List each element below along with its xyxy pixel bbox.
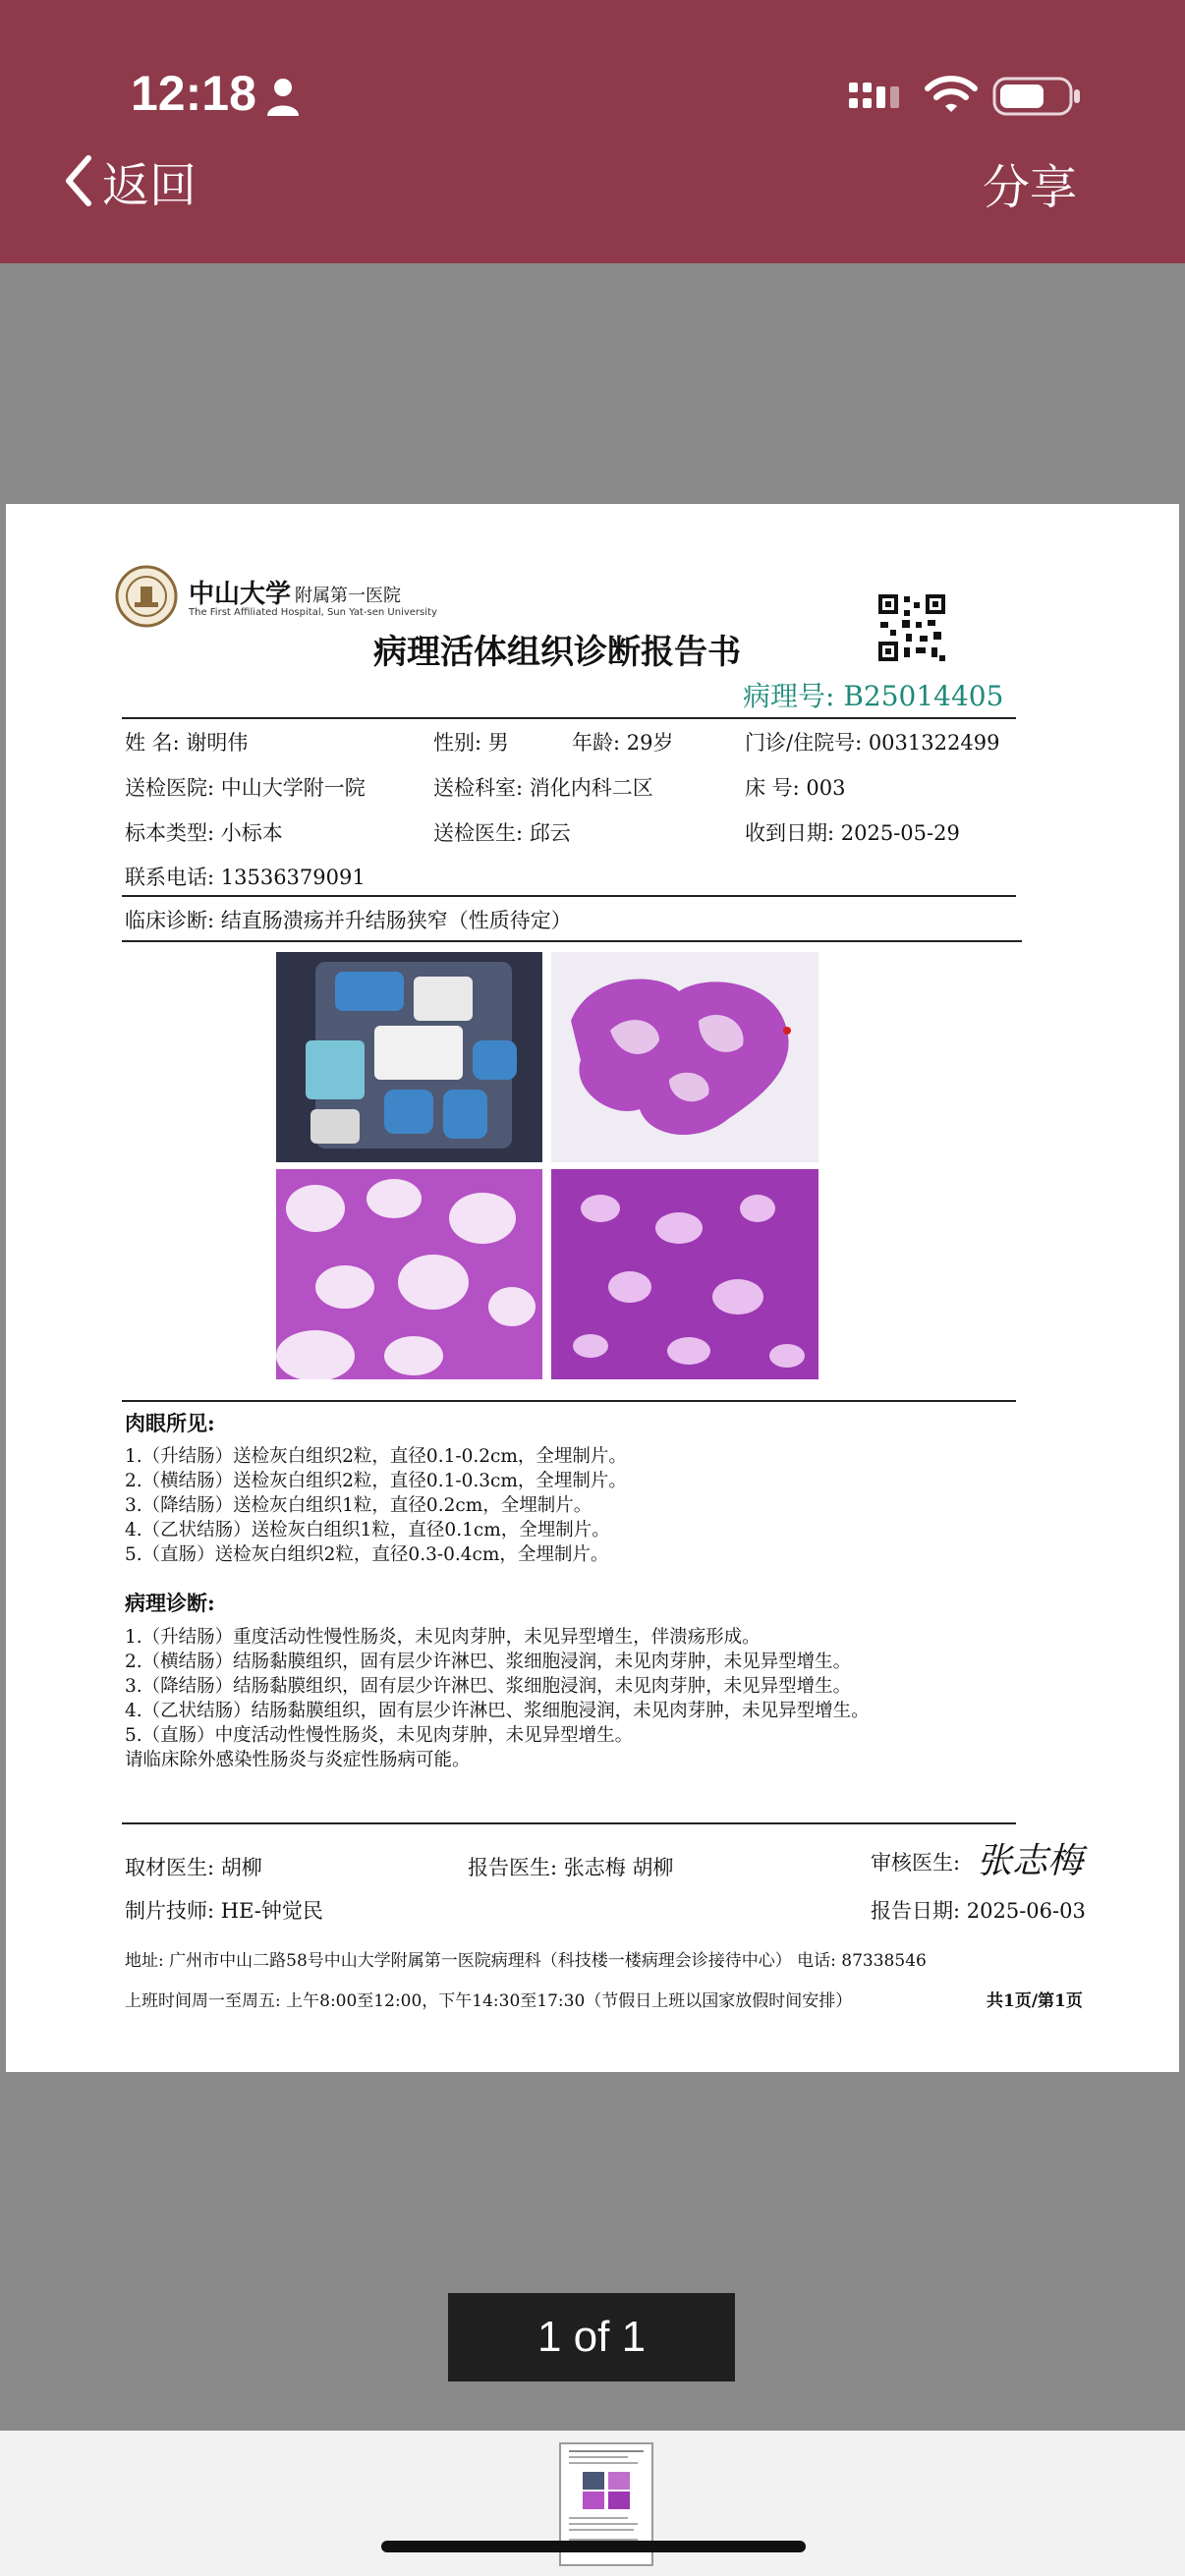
contact-phone: 联系电话: 13536379091 <box>125 866 366 889</box>
divider <box>122 1822 1016 1824</box>
diagnosis-item: 4.（乙状结肠）结肠黏膜组织，固有层少许淋巴、浆细胞浸润，未见肉芽肿，未见异型增生。 <box>125 1701 870 1721</box>
diagnosis-title: 病理诊断: <box>125 1591 215 1615</box>
university-logo-icon <box>115 565 178 628</box>
divider <box>122 1400 1016 1402</box>
status-time: 12:18 <box>131 66 256 121</box>
gross-title: 肉眼所见: <box>125 1411 215 1435</box>
battery-icon <box>992 75 1083 118</box>
back-label: 返回 <box>102 157 198 213</box>
page-indicator: 1 of 1 <box>448 2293 735 2381</box>
review-doctor: 审核医生: <box>871 1851 961 1875</box>
specimen-type: 标本类型: 小标本 <box>125 821 283 845</box>
top-bar <box>0 0 1185 263</box>
qr-code-icon <box>876 592 947 663</box>
gross-item: 3.（降结肠）送检灰白组织1粒，直径0.2cm，全埋制片。 <box>125 1495 592 1516</box>
gross-item: 2.（横结肠）送检灰白组织2粒，直径0.1-0.3cm，全埋制片。 <box>125 1471 627 1491</box>
person-icon <box>265 77 301 116</box>
diagnosis-item: 1.（升结肠）重度活动性慢性肠炎，未见肉芽肿，未见异型增生，伴溃疡形成。 <box>125 1627 761 1648</box>
report-date: 报告日期: 2025-06-03 <box>871 1899 1086 1923</box>
report-title: 病理活体组织诊断报告书 <box>373 633 741 672</box>
diagnosis-item: 2.（横结肠）结肠黏膜组织，固有层少许淋巴、浆细胞浸润，未见肉芽肿，未见异型增生。 <box>125 1652 852 1672</box>
pathology-number: 病理号: B25014405 <box>743 680 1004 712</box>
send-department: 送检科室: 消化内科二区 <box>433 776 653 800</box>
address: 地址: 广州市中山二路58号中山大学附属第一医院病理科（科技楼一楼病理会诊接待中心） 电话: 87338546 <box>125 1951 927 1971</box>
divider <box>122 717 1016 719</box>
slide-technician: 制片技师: HE-钟觉民 <box>125 1899 323 1923</box>
patient-sex: 性别: 男 <box>433 731 509 755</box>
office-hours: 上班时间周一至周五: 上午8:00至12:00，下午14:30至17:30（节假日上班以国家放假时间安排） <box>125 1991 853 2011</box>
share-button[interactable]: 分享 <box>982 160 1077 215</box>
hospital-subtitle: 附属第一医院 <box>295 586 401 606</box>
specimen-photo <box>276 952 542 1162</box>
patient-age: 年龄: 29岁 <box>572 731 674 755</box>
back-button[interactable] <box>61 149 197 212</box>
gross-item: 4.（乙状结肠）送检灰白组织1粒，直径0.1cm，全埋制片。 <box>125 1520 610 1540</box>
histology-photo <box>551 1169 818 1379</box>
sampling-doctor: 取材医生: 胡柳 <box>125 1856 262 1879</box>
report-doctor: 报告医生: 张志梅 胡柳 <box>468 1856 674 1879</box>
bed-number: 床 号: 003 <box>745 776 846 800</box>
gross-item: 1.（升结肠）送检灰白组织2粒，直径0.1-0.2cm，全埋制片。 <box>125 1446 627 1467</box>
hospital-english-name: The First Affiliated Hospital, Sun Yat-sen University <box>189 607 437 618</box>
histology-photo <box>276 1169 542 1379</box>
patient-name: 姓 名: 谢明伟 <box>125 731 249 755</box>
inpatient-number: 门诊/住院号: 0031322499 <box>745 731 1000 755</box>
diagnosis-item: 3.（降结肠）结肠黏膜组织，固有层少许淋巴、浆细胞浸润，未见肉芽肿，未见异型增生。 <box>125 1676 852 1697</box>
review-signature: 张志梅 <box>977 1841 1084 1881</box>
histology-photo <box>551 952 818 1162</box>
clinical-diagnosis: 临床诊断: 结直肠溃疡并升结肠狭窄（性质待定） <box>125 909 572 932</box>
received-date: 收到日期: 2025-05-29 <box>745 821 960 845</box>
send-doctor: 送检医生: 邱云 <box>433 821 571 845</box>
cellular-signal-icon <box>849 77 904 116</box>
diagnosis-item: 5.（直肠）中度活动性慢性肠炎，未见肉芽肿，未见异型增生。 <box>125 1725 634 1746</box>
home-indicator <box>381 2541 806 2552</box>
hospital-name: 中山大学 <box>189 580 292 609</box>
gross-item: 5.（直肠）送检灰白组织2粒，直径0.3-0.4cm，全埋制片。 <box>125 1544 609 1565</box>
wifi-icon <box>924 71 979 118</box>
page-info: 共1页/第1页 <box>987 1991 1083 2011</box>
send-hospital: 送检医院: 中山大学附一院 <box>125 776 366 800</box>
diagnosis-note: 请临床除外感染性肠炎与炎症性肠病可能。 <box>125 1750 471 1770</box>
divider <box>122 895 1016 897</box>
divider <box>122 940 1022 942</box>
chevron-left-icon <box>61 154 94 207</box>
